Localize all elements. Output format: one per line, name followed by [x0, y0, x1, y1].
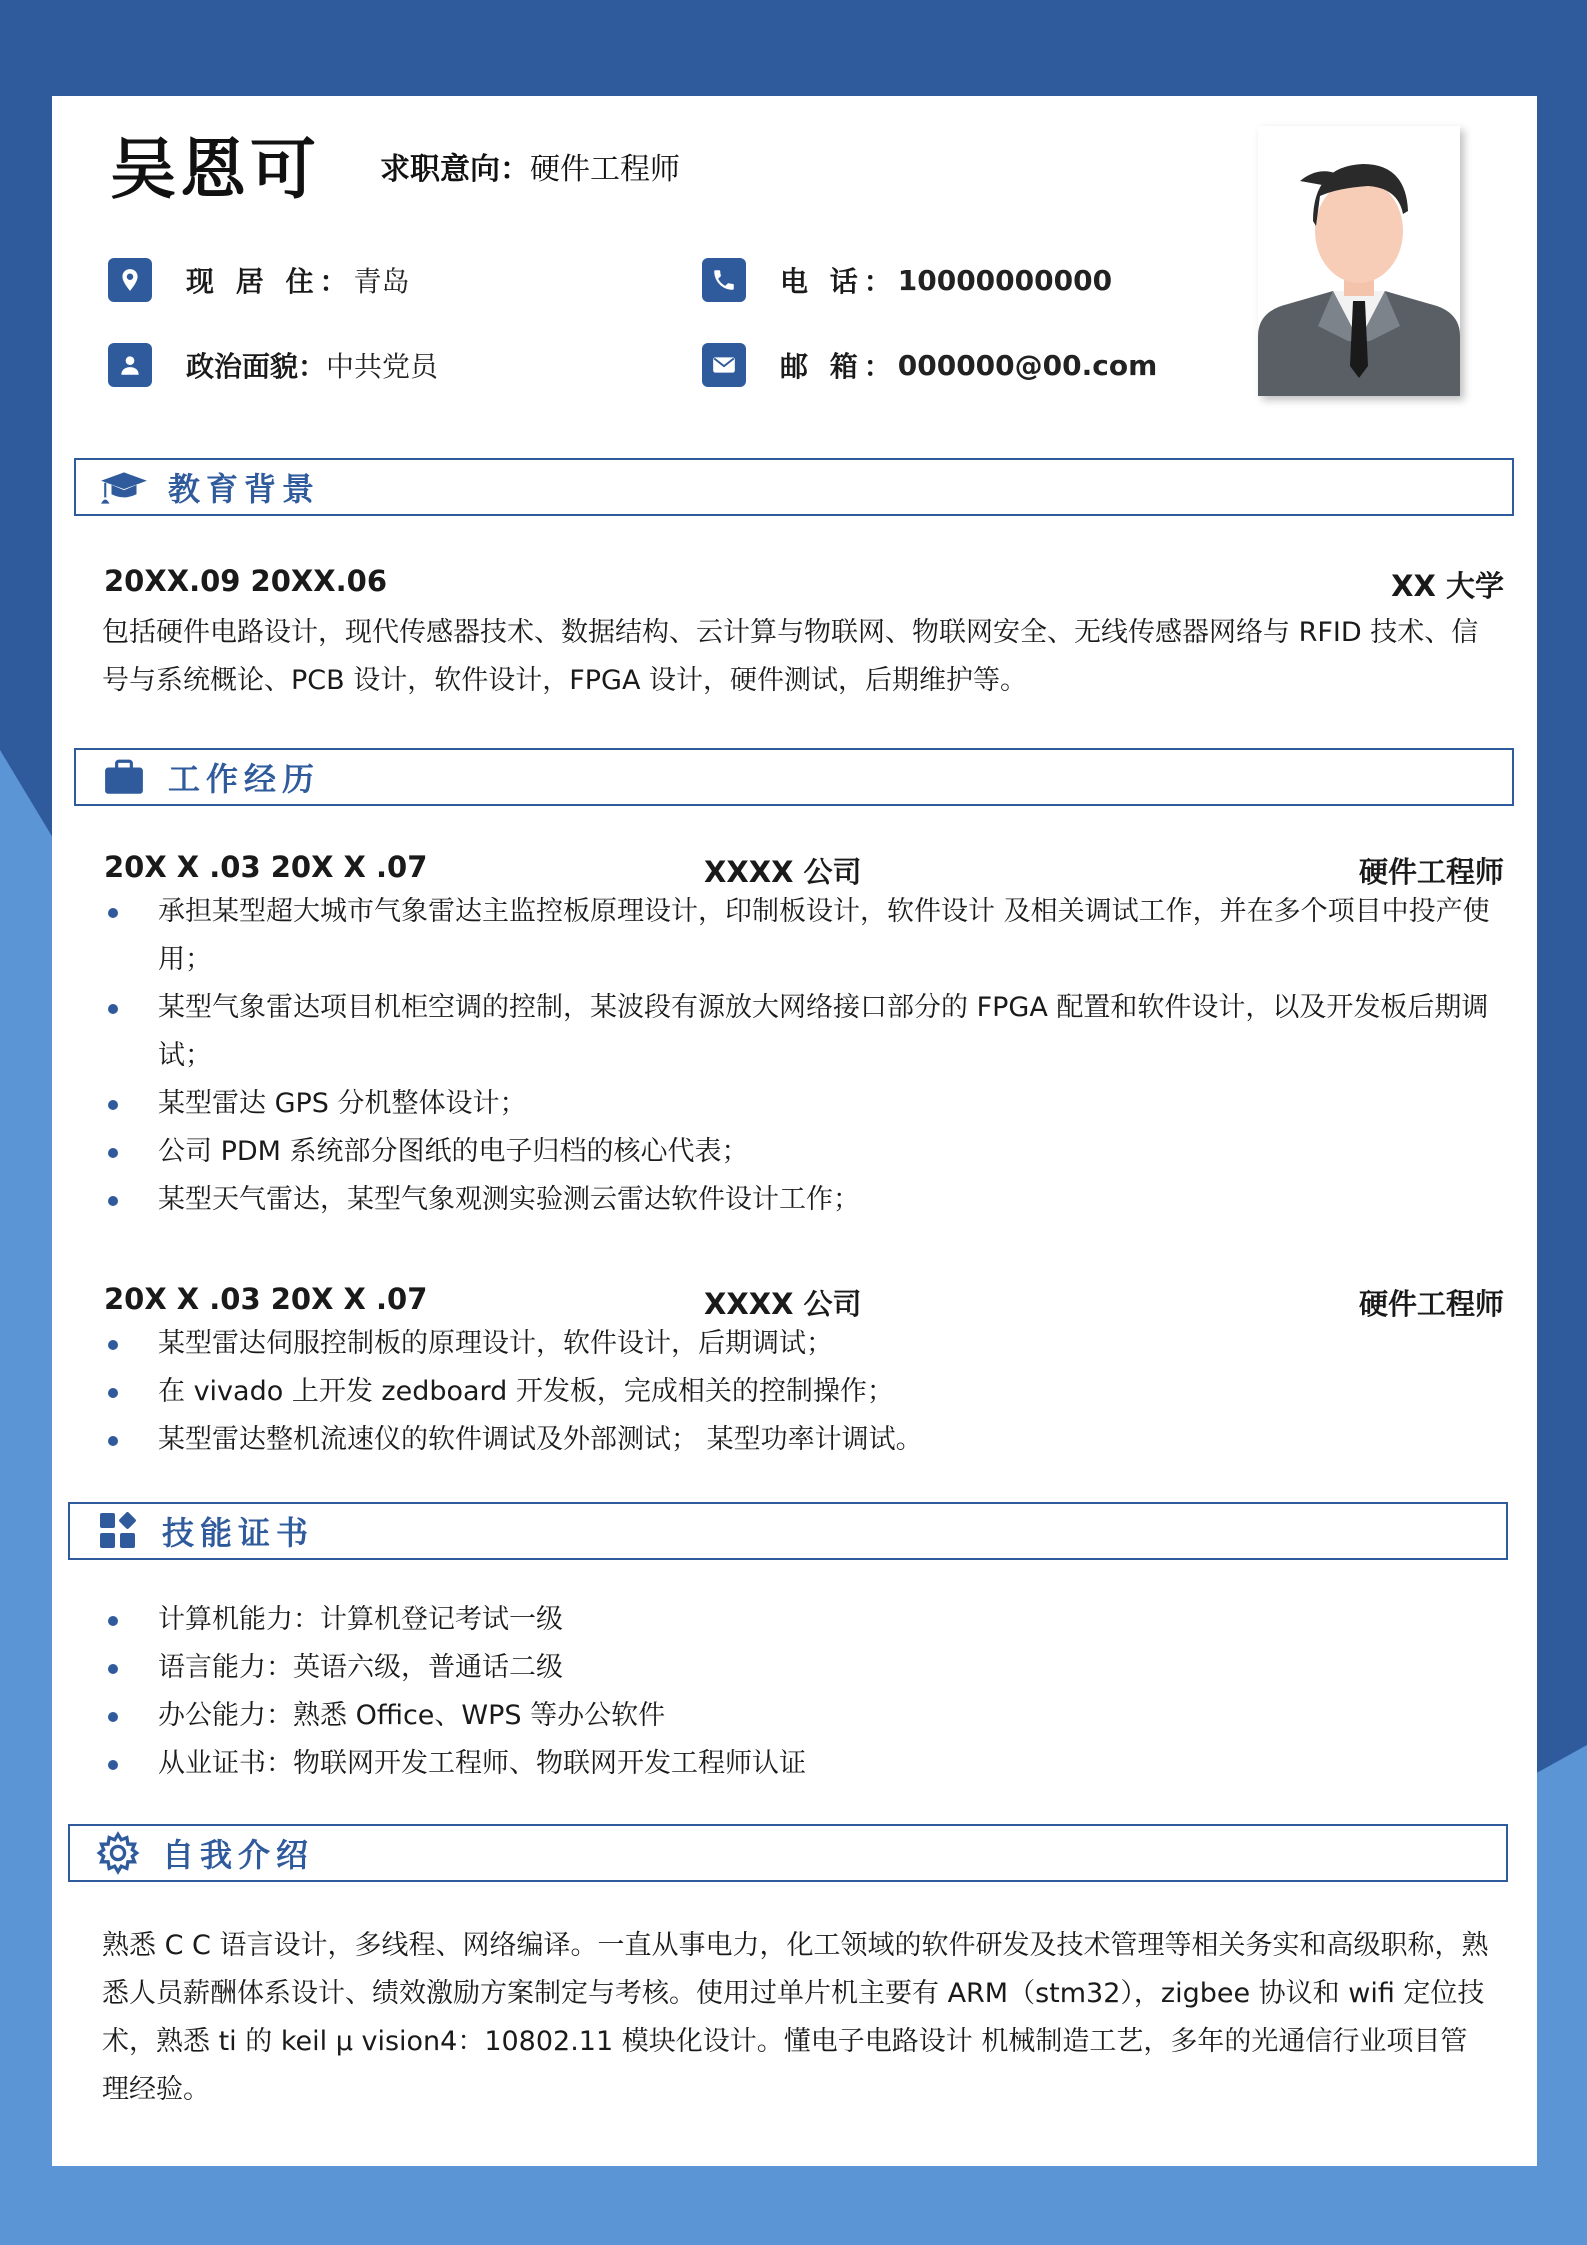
job-dates: 20X X .03 20X X .07	[104, 1282, 428, 1316]
resume-paper	[52, 96, 1537, 2166]
politics-value: 中共党员	[326, 350, 439, 383]
job-intent-value: 硬件工程师	[530, 152, 680, 187]
phone-icon	[702, 258, 746, 302]
phone-row	[702, 258, 1112, 302]
list-item: 承担某型超大城市气象雷达主监控板原理设计，印制板设计，软件设计 及相关调试工作，并在多个项目中投产使用；	[102, 888, 1492, 984]
profile-photo	[1258, 126, 1460, 396]
education-school: XX 大学	[1391, 569, 1504, 603]
job-role: 硬件工程师	[1358, 1287, 1504, 1321]
briefcase-icon	[98, 757, 150, 797]
candidate-name: 吴恩可	[110, 131, 320, 208]
list-item: 某型雷达整机流速仪的软件调试及外部测试； 某型功率计调试。	[102, 1416, 1492, 1464]
list-item: 计算机能力：计算机登记考试一级	[102, 1596, 1492, 1644]
list-item: 某型天气雷达，某型气象观测实验测云雷达软件设计工作；	[102, 1176, 1492, 1224]
job-company: XXXX 公司	[704, 1287, 862, 1321]
job-1-duties	[102, 888, 1492, 1224]
about-section-header	[68, 1824, 1508, 1882]
skills-title: 技能证书	[162, 1514, 315, 1552]
avatar-icon	[1258, 126, 1460, 396]
email-row	[702, 343, 1157, 387]
gear-icon	[92, 1833, 144, 1873]
work-title: 工作经历	[168, 760, 321, 798]
graduation-cap-icon	[98, 467, 150, 507]
list-item: 从业证书：物联网开发工程师、物联网开发工程师认证	[102, 1740, 1492, 1788]
list-item: 在 vivado 上开发 zedboard 开发板，完成相关的控制操作；	[102, 1368, 1492, 1416]
grid-icon	[92, 1511, 144, 1551]
email-value: 000000@00.com	[897, 348, 1158, 382]
skills-list	[102, 1596, 1492, 1788]
job-dates: 20X X .03 20X X .07	[104, 850, 428, 884]
list-item: 某型雷达 GPS 分机整体设计；	[102, 1080, 1492, 1128]
education-dates: 20XX.09 20XX.06	[104, 564, 387, 598]
education-title: 教育背景	[168, 470, 321, 508]
residence-label: 现 居 住：	[186, 265, 354, 298]
work-section-header	[74, 748, 1514, 806]
list-item: 某型雷达伺服控制板的原理设计，软件设计，后期调试；	[102, 1320, 1492, 1368]
residence-row	[108, 258, 410, 302]
about-title: 自我介绍	[162, 1836, 315, 1874]
phone-label: 电 话：	[780, 265, 898, 298]
list-item: 办公能力：熟悉 Office、WPS 等办公软件	[102, 1692, 1492, 1740]
email-label: 邮 箱：	[780, 350, 898, 383]
mail-icon	[702, 343, 746, 387]
education-description: 包括硬件电路设计，现代传感器技术、数据结构、云计算与物联网、物联网安全、无线传感器网络与 RFID 技术、信号与系统概论、PCB 设计，软件设计，FPGA 设计，硬件测试，后期维护等。	[102, 617, 1479, 696]
job-intent	[380, 144, 680, 188]
politics-label: 政治面貌：	[186, 350, 327, 383]
background-bottom-band	[0, 2165, 1587, 2245]
skills-section-header	[68, 1502, 1508, 1560]
list-item: 某型气象雷达项目机柜空调的控制，某波段有源放大网络接口部分的 FPGA 配置和软件设计，以及开发板后期调试；	[102, 984, 1492, 1080]
person-icon	[108, 343, 152, 387]
location-icon	[108, 258, 152, 302]
residence-value: 青岛	[353, 265, 410, 298]
phone-value: 10000000000	[897, 263, 1113, 297]
job-role: 硬件工程师	[1358, 855, 1504, 889]
job-intent-label: 求职意向：	[380, 152, 530, 187]
job-2-duties	[102, 1320, 1492, 1464]
about-text: 熟悉 C C 语言设计，多线程、网络编译。一直从事电力，化工领域的软件研发及技术管理等相关务实和高级职称，熟悉人员薪酬体系设计、绩效激励方案制定与考核。使用过单片机主要有 ARM（stm32），zigbee 协议和 wifi 定位技术，熟悉 ti 的 keil μ vision4：10802.11 模块化设计。懂电子电路设计 机械制造工艺，多年的光通信行业项目管理经验。	[102, 1930, 1489, 2105]
job-company: XXXX 公司	[704, 855, 862, 889]
politics-row	[108, 343, 438, 387]
list-item: 语言能力：英语六级，普通话二级	[102, 1644, 1492, 1692]
list-item: 公司 PDM 系统部分图纸的电子归档的核心代表；	[102, 1128, 1492, 1176]
education-section-header	[74, 458, 1514, 516]
